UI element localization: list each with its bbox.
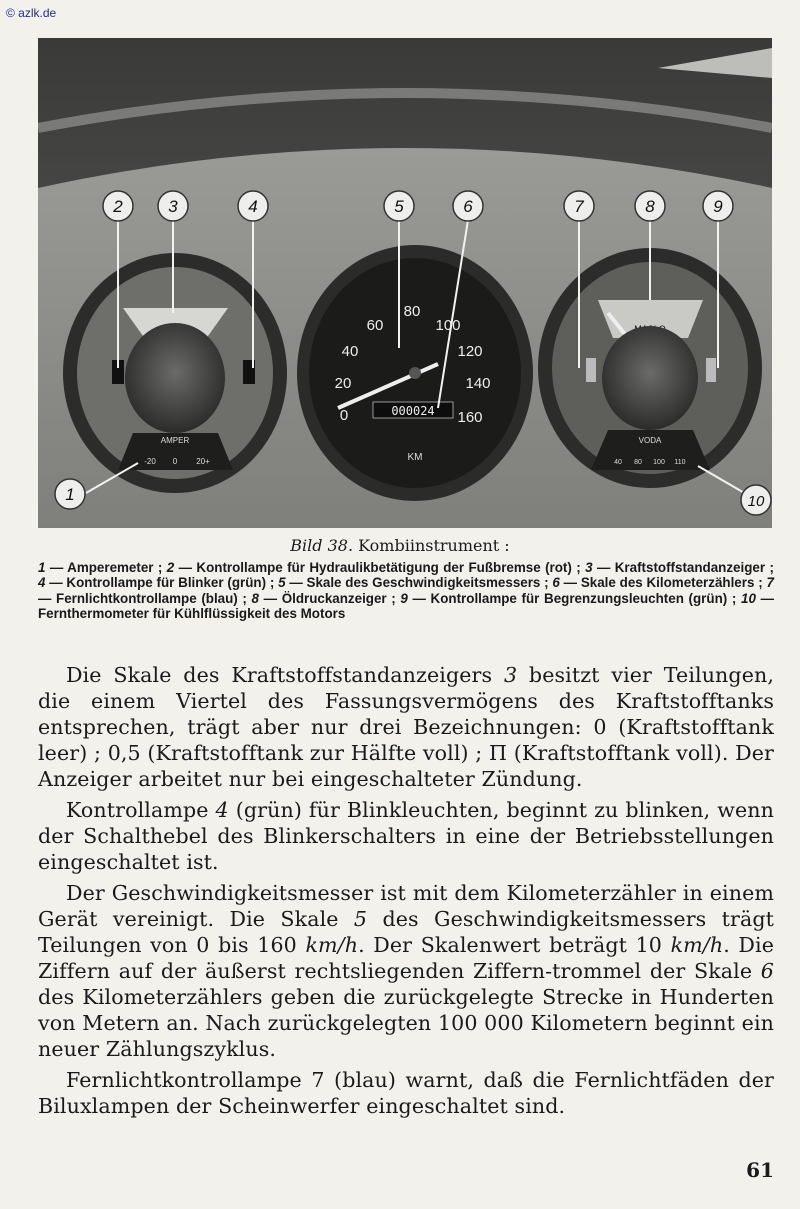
legend-num-8: 8: [251, 590, 259, 606]
legend-text-9: — Kontrollampe für Begrenzungsleuchten (grün) ;: [412, 590, 737, 606]
legend-num-3: 3: [585, 560, 593, 575]
callout-10-label: 10: [747, 493, 765, 510]
temp-tick-100: 100: [653, 459, 665, 466]
speed-tick-20: 20: [334, 375, 352, 392]
page-number: 61: [746, 1158, 774, 1182]
p3-text-c: . Der Skalenwert beträgt 10: [358, 933, 671, 957]
figure-caption: [0, 536, 800, 555]
callout-6: [453, 191, 483, 221]
legend-text-1: — Amperemeter ;: [49, 560, 163, 575]
callout-7: [564, 191, 594, 221]
paragraph-speedometer: [38, 880, 774, 1062]
legend-num-2: 2: [166, 560, 175, 575]
legend-num-10: 10: [741, 590, 756, 606]
callout-9: [703, 191, 733, 221]
odometer-readout: 000024: [391, 404, 435, 418]
speed-tick-120: 120: [457, 343, 483, 360]
p3-text-d: . Die Ziffern auf der äußerst rechtsliegenden Ziffern-trommel der Skale: [38, 933, 774, 983]
temp-tick-110: 110: [674, 459, 686, 466]
callout-2-label: 2: [113, 197, 123, 216]
legend-text-5: — Skale des Geschwindigkeitsmessers ;: [289, 575, 549, 591]
callout-1: [55, 479, 85, 509]
callout-4: [238, 191, 268, 221]
callout-4-label: 4: [248, 197, 258, 216]
speed-tick-160: 160: [457, 409, 483, 426]
ammeter-tick-0: 0: [172, 457, 178, 466]
legend-text-8: — Öldruckanzeiger ;: [263, 590, 396, 606]
legend-text-7: — Fernlichtkontrollampe (blau) ;: [38, 590, 247, 606]
callout-7-label: 7: [574, 197, 584, 216]
legend-num-9: 9: [400, 590, 408, 606]
p3-unit-a: km/h: [305, 933, 359, 957]
speed-tick-0: 0: [339, 407, 349, 424]
ammeter-label: AMPER: [160, 436, 190, 445]
figure-caption-label: Bild 38.: [290, 536, 354, 555]
legend-text-10: — Fernthermometer für Kühlflüssigkeit des Motors: [38, 590, 774, 622]
body-text: [38, 662, 774, 1124]
callout-10: [741, 485, 771, 515]
callout-5-label: 5: [394, 197, 404, 216]
p3-text-e: des Kilometerzählers geben die zurückgelegte Strecke in Hunderten von Metern an. Nach zurückgelegten 100 000 Kilometern beginnt ein neuer Zählungszyklus.: [38, 985, 774, 1061]
legend-text-2: — Kontrollampe für Hydraulikbetätigung der Fußbremse (rot) ;: [178, 560, 581, 575]
temp-tick-40: 40: [614, 459, 622, 466]
temp-gauge-label: VODA: [638, 436, 662, 445]
paragraph-high-beam: [38, 1067, 774, 1119]
callout-8-label: 8: [645, 197, 655, 216]
speed-tick-80: 80: [403, 303, 421, 320]
speedometer-gauge: [297, 245, 533, 501]
legend-num-6: 6: [552, 575, 560, 591]
figure-legend: [38, 560, 774, 622]
dashboard-photo: [38, 38, 772, 528]
legend-text-4: — Kontrollampe für Blinker (grün) ;: [49, 575, 275, 591]
speed-tick-140: 140: [465, 375, 491, 392]
p2-text-b: (grün) für Blinkleuchten, beginnt zu blinken, wenn der Schalthebel des Blinkerschalters in eine der Betriebsstellungen eingeschaltet ist.: [38, 798, 774, 874]
speed-tick-60: 60: [366, 317, 384, 334]
callout-3-label: 3: [168, 197, 178, 216]
callout-6-label: 6: [463, 197, 473, 216]
legend-num-7: 7: [766, 575, 774, 591]
callout-8: [635, 191, 665, 221]
ammeter-tick-minus20: -20: [144, 457, 156, 466]
legend-num-5: 5: [278, 575, 286, 591]
callout-9-label: 9: [713, 197, 723, 216]
legend-text-6: — Skale des Kilometerzählers ;: [563, 575, 763, 591]
callout-3: [158, 191, 188, 221]
legend-num-4: 4: [38, 575, 46, 591]
p1-ref-3: 3: [503, 663, 518, 687]
p2-text-a: Kontrollampe: [66, 798, 216, 822]
p1-text-a: Die Skale des Kraftstoffstandanzeigers: [66, 663, 504, 687]
p3-unit-b: km/h: [670, 933, 724, 957]
callout-1-label: 1: [65, 485, 75, 504]
legend-text-3: — Kraftstoffstandanzeiger ;: [596, 560, 774, 575]
p3-ref-5: 5: [353, 907, 368, 931]
legend-num-1: 1: [38, 560, 46, 575]
p1-text-b: besitzt vier Teilungen, die einem Viertel des Fassungsvermögens des Kraftstofftanks entsprechen, trägt aber nur drei Bezeichnungen: 0 (Kraftstofftank leer) ; 0,5 (Kraftstofftank zur Hälfte voll) ; Π (Kraftstofftank voll). Der Anzeiger arbeitet nur bei eingeschalteter Zündung.: [38, 663, 774, 791]
p3-text-a: Der Geschwindigkeitsmesser ist mit dem Kilometerzähler in einem Gerät vereinigt. Die Skale: [38, 881, 774, 931]
speed-tick-40: 40: [341, 343, 359, 360]
speed-tick-100: 100: [435, 317, 461, 334]
callout-5: [384, 191, 414, 221]
speedometer-unit-label: KM: [407, 452, 423, 463]
p4-text-a: Fernlichtkontrollampe 7 (blau) warnt, daß die Fernlichtfäden der Biluxlampen der Scheinwerfer eingeschaltet sind.: [38, 1068, 774, 1118]
temp-tick-80: 80: [634, 459, 642, 466]
paragraph-indicator-lamp: [38, 797, 774, 875]
paragraph-fuel-gauge: [38, 662, 774, 792]
figure-caption-title: Kombiinstrument :: [358, 536, 510, 555]
ammeter-tick-plus20: 20+: [196, 457, 210, 466]
p2-ref-4: 4: [215, 798, 229, 822]
p3-ref-6: 6: [760, 959, 774, 983]
watermark: © azlk.de: [6, 6, 57, 20]
p3-text-b: des Geschwindigkeitsmessers trägt Teilungen von 0 bis 160: [38, 907, 774, 957]
callout-2: [103, 191, 133, 221]
